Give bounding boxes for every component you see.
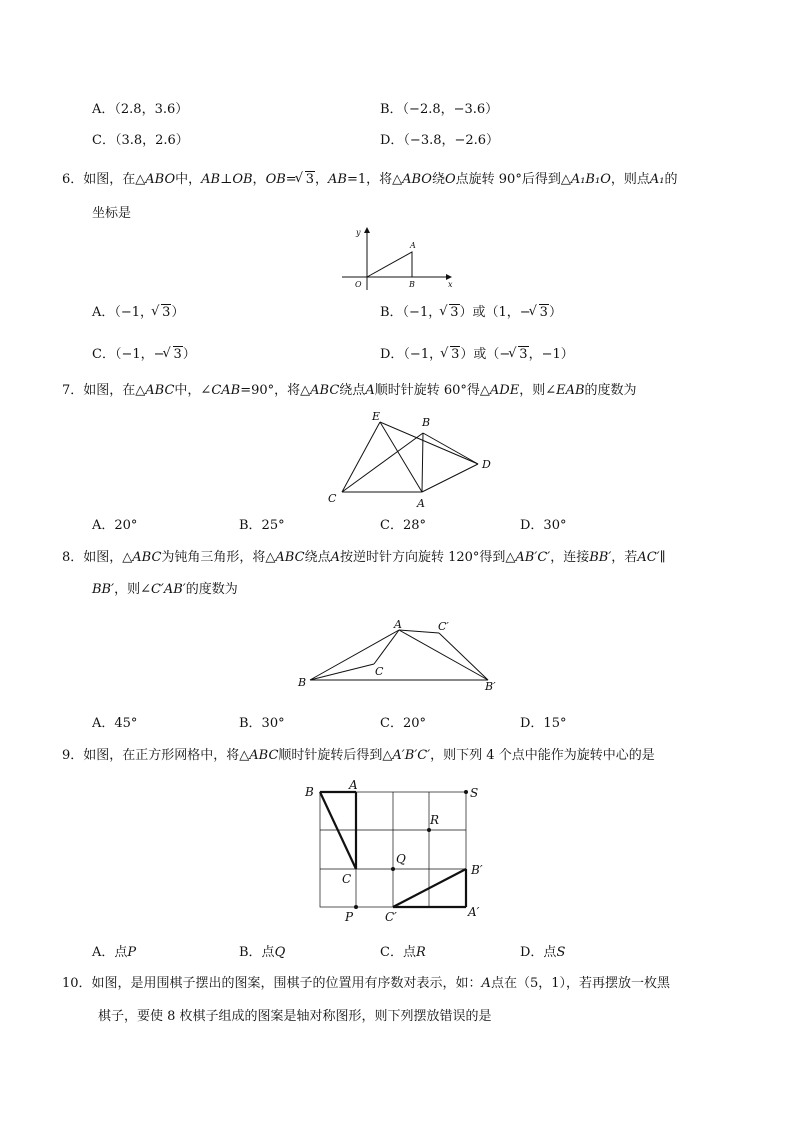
q5-option-c: C．（3.8，2.6） [92,133,189,148]
label-q: Q [396,852,406,866]
label-c: C [328,492,337,505]
label-p: P [345,910,354,924]
seg-ca [374,630,399,664]
point-p [354,905,358,909]
seg-ad [422,464,478,492]
q9-option-d: D．点S [520,945,566,960]
point-s [464,790,468,794]
label-b: B [305,785,314,799]
label-b: B [298,676,307,689]
q6-figure [338,225,458,295]
label-r: R [430,813,440,827]
q9-stem: 9．如图，在正方形网格中，将△ABC顺时针旋转后得到△A′B′C′，则下列 4 个点中能作为旋转中心的是 [62,748,655,763]
q8-stem-line1: 8．如图，△ABC为钝角三角形，将△ABC绕点A按逆时针方向旋转 120°得到△AB′C′，连接BB′，若AC′∥ [62,550,666,565]
y-arrow [364,227,370,233]
q9-grid-figure [300,780,500,930]
point-q [391,867,395,871]
seg-bd [423,433,478,464]
seg-ac2 [399,630,439,633]
q7-option-d: D．30° [520,518,567,533]
sqrt-3: √ 3 [297,171,315,189]
label-a: A [417,497,425,510]
label-c: C [342,872,352,886]
seg-ba [310,630,399,680]
q8-figure [295,617,515,692]
seg-ea [380,422,422,492]
q6-stem-line1: 6．如图，在△ABO中，AB⊥OB，OB=√ 3，AB=1，将△ABO绕O点旋转 90°后得到△A₁B₁O，则点A₁的 [62,171,678,189]
q10-stem-line1: 10．如图，是用围棋子摆出的图案，围棋子的位置用有序数对表示，如：A点在（5，1），若再摆放一枚黑 [62,976,670,991]
label-b2: B′ [471,863,483,877]
label-c2: C′ [385,910,397,924]
label-b: B [409,280,415,289]
q5-option-b: B．（−2.8，−3.6） [380,102,499,117]
q6-option-d: D．（−1，√ 3）或（−√ 3，−1） [380,346,574,364]
q8-option-c: C．20° [380,716,426,731]
label-a: A [349,778,358,792]
q9-option-c: C．点R [380,945,426,960]
label-o: O [355,280,362,289]
q7-stem: 7．如图，在△ABC中，∠CAB=90°，将△ABC绕点A顺时针旋转 60°得△ADE，则∠EAB的度数为 [62,383,637,398]
label-s: S [470,786,479,800]
label-a: A [410,241,416,250]
q9-option-b: B．点Q [239,945,286,960]
label-c: C [375,665,384,678]
q7-option-b: B．25° [239,518,285,533]
q7-option-a: A．20° [92,518,138,533]
seg-bc [320,792,356,869]
q8-option-b: B．30° [239,716,285,731]
q5-option-a: A．（2.8，3.6） [92,102,189,117]
label-a: A [394,618,402,631]
seg-ab [422,433,423,492]
seg-ce [342,422,380,492]
seg-cb [342,433,423,492]
q9-option-a: A．点P [92,945,137,960]
triangle-abo [367,252,412,277]
q7-figure [325,408,495,513]
label-d: D [482,458,491,471]
label-a2: A′ [468,905,480,919]
q6-option-b: B．（−1，√ 3）或（1，−√ 3） [380,304,562,322]
q6-option-c: C．（−1，−√ 3） [92,346,196,364]
q5-option-d: D．（−3.8，−2.6） [380,133,500,148]
q8-option-d: D．15° [520,716,567,731]
q6-option-a: A．（−1，√ 3） [92,304,184,322]
q7-option-c: C．28° [380,518,426,533]
label-x: x [448,280,453,289]
label-b2: B′ [485,680,496,693]
q8-stem-line2: BB′，则∠C′AB′的度数为 [92,582,238,597]
q6-stem-line2: 坐标是 [92,206,132,221]
q8-option-a: A．45° [92,716,138,731]
label-c2: C′ [438,620,449,633]
q10-stem-line2: 棋子，要使 8 枚棋子组成的图案是轴对称图形，则下列摆放错误的是 [98,1009,492,1024]
label-b: B [422,416,431,429]
label-e: E [372,410,381,423]
seg-c2b2 [393,869,466,907]
seg-bc [310,664,374,680]
label-y: y [356,228,361,237]
point-r [427,828,431,832]
